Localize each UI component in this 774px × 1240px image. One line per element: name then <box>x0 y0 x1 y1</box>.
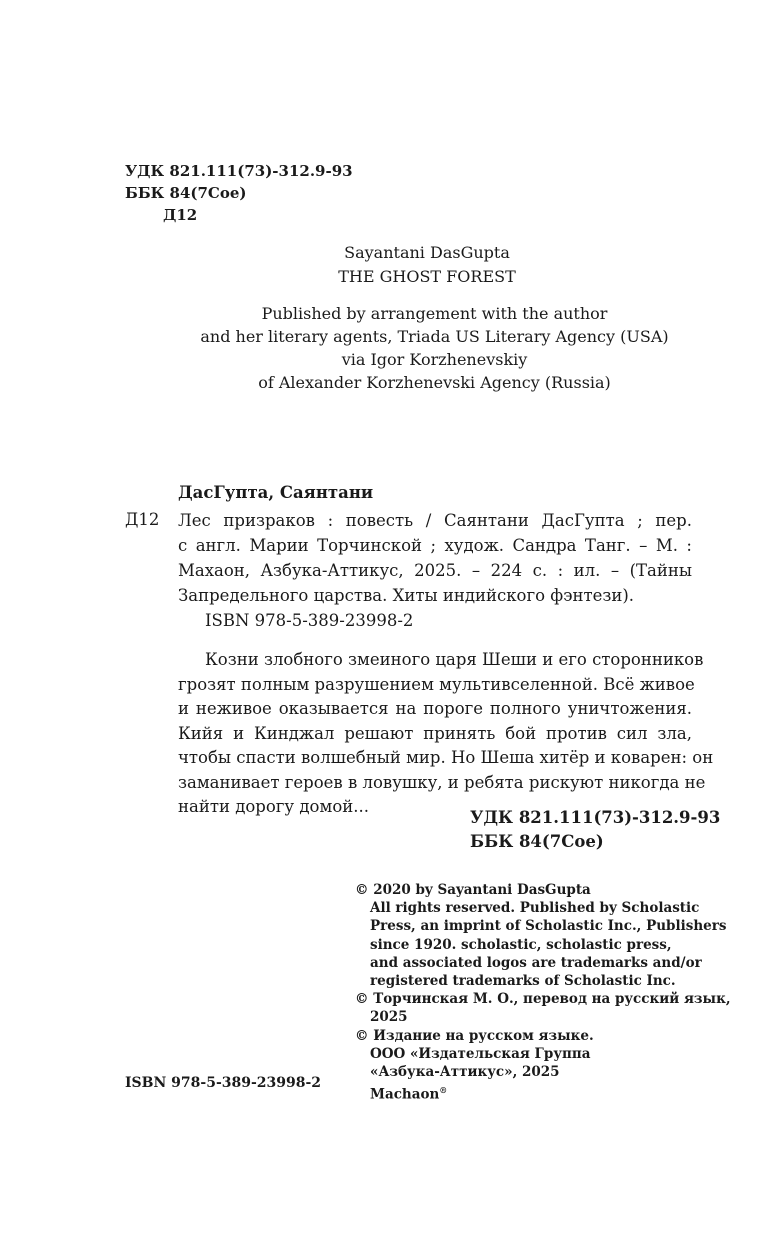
registered-mark: ® <box>439 1085 448 1096</box>
copyright-line: © 2020 by Sayantani DasGupta <box>355 882 591 898</box>
catalog-description <box>178 508 692 608</box>
copyright-line: 2025 <box>370 1009 408 1026</box>
annotation-line: и неживое оказывается на пороге полного уничтожения. <box>178 699 692 718</box>
annotation-line: заманивает героев в ловушку, и ребята рискуют никогда не <box>178 772 706 792</box>
publisher-brand: Machaon <box>370 1086 440 1103</box>
copyright-line: © Издание на русском языке. <box>355 1027 594 1044</box>
annotation-line: грозят полным разрушением мультивселенной. Всё живое <box>178 674 695 694</box>
bbk-code: ББК 84(7Сое) <box>470 832 604 851</box>
bottom-isbn: ISBN 978-5-389-23998-2 <box>125 1075 322 1091</box>
rights-line: and her literary agents, Triada US Literary Agency (USA) <box>200 327 669 346</box>
rights-notice <box>0 302 774 394</box>
rights-line: via Igor Korzhenevskiy <box>341 350 528 369</box>
copyright-line: All rights reserved. Published by Scholastic <box>370 900 700 917</box>
catalog-line: Махаон, Азбука-Аттикус, 2025. – 224 с. : ил. – (Тайны <box>178 561 692 580</box>
annotation <box>178 648 714 820</box>
copyright-line: © Торчинская М. О., перевод на русский язык, <box>355 991 731 1008</box>
copyright-line: «Азбука-Аттикус», 2025 <box>370 1064 560 1081</box>
original-title: THE GHOST FOREST <box>338 267 516 286</box>
annotation-line: Кийя и Кинджал решают принять бой против сил зла, <box>178 723 692 743</box>
rights-line: Published by arrangement with the author <box>261 304 608 323</box>
annotation-line: чтобы спасти волшебный мир. Но Шеша хитёр и коварен: он <box>178 748 714 767</box>
copyright-line: registered trademarks of Scholastic Inc. <box>370 973 676 990</box>
catalog-isbn: ISBN 978-5-389-23998-2 <box>205 611 414 630</box>
copyright-line: Press, an imprint of Scholastic Inc., Publishers <box>370 918 727 935</box>
copyright-line: since 1920. scholastic, scholastic press, <box>370 936 672 953</box>
copyright-line <box>355 1081 700 1104</box>
copyright-block <box>355 881 731 1104</box>
copyright-line: and associated logos are trademarks and/or <box>370 954 702 971</box>
top-classification-codes <box>125 160 353 226</box>
original-author: Sayantani DasGupta <box>344 243 510 262</box>
catalog-heading: ДасГупта, Саянтани <box>178 483 374 502</box>
annotation-line: найти дорогу домой... <box>178 797 369 816</box>
bbk-code: ББК 84(7Сое) <box>125 184 247 202</box>
catalog-line: Запредельного царства. Хиты индийского фэнтези). <box>178 586 635 605</box>
catalog-line: Лес призраков : повесть / Саянтани ДасГупта ; пер. <box>178 511 692 530</box>
author-index: Д12 <box>163 206 198 224</box>
bottom-classification-codes <box>470 806 720 854</box>
original-title-block <box>0 241 774 289</box>
annotation-line: Козни злобного змеиного царя Шеши и его сторонников <box>205 650 704 669</box>
udk-code: УДК 821.111(73)-312.9-93 <box>125 162 353 180</box>
catalog-line: с англ. Марии Торчинской ; худож. Сандра Танг. – М. : <box>178 536 692 555</box>
catalog-author-index: Д12 <box>125 510 160 529</box>
copyright-line: ООО «Издательская Группа <box>370 1045 591 1062</box>
udk-code: УДК 821.111(73)-312.9-93 <box>470 808 721 827</box>
rights-line: of Alexander Korzhenevski Agency (Russia) <box>258 373 611 392</box>
